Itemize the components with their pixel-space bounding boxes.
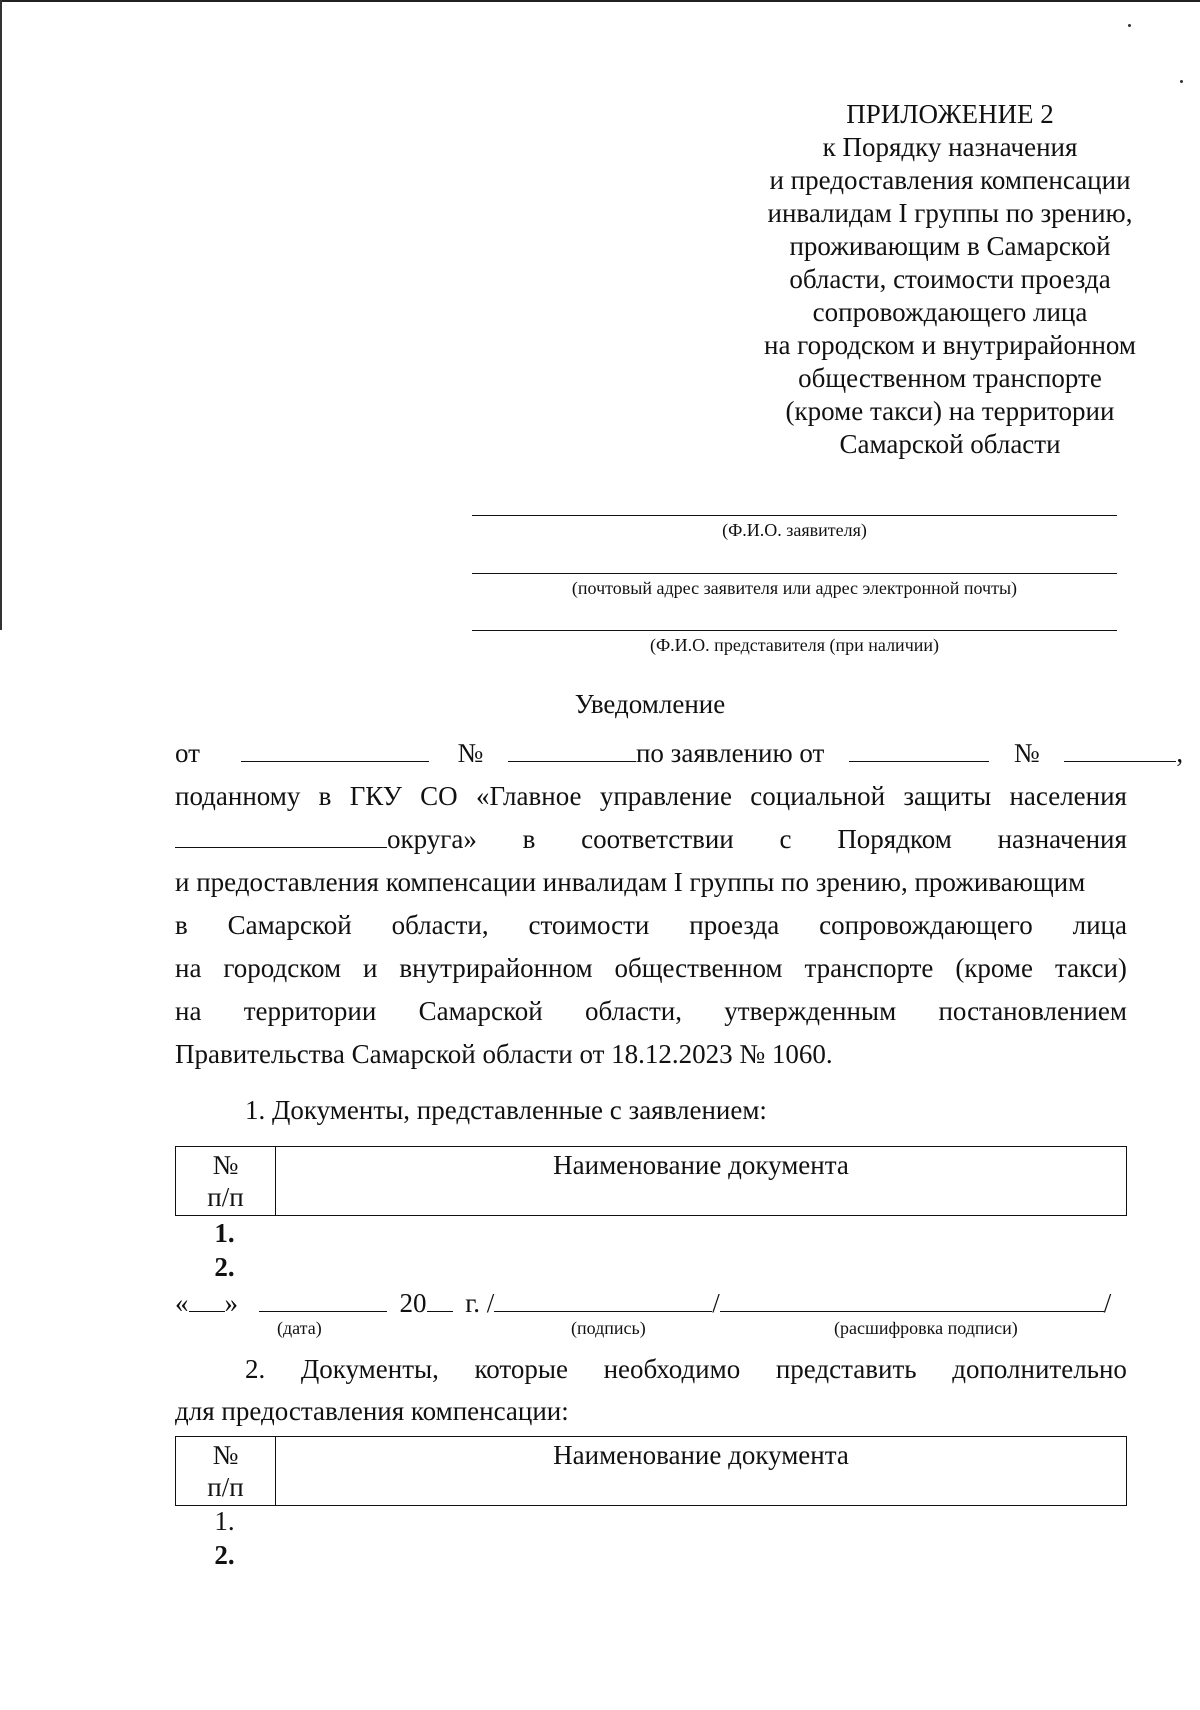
day-field[interactable] (189, 1287, 225, 1312)
signature-field[interactable] (494, 1287, 712, 1312)
column-document-name-header: Наименование документа (276, 1147, 1127, 1216)
notice-line-6 (175, 951, 1127, 985)
word: стоимости (528, 910, 650, 940)
representative-name-field[interactable] (472, 630, 1117, 631)
table-row-number: 2. (214, 1252, 235, 1282)
table-row-number: 1. (214, 1506, 235, 1536)
applicant-address-label: (почтовый адрес заявителя или адрес электронной почты) (571, 578, 1018, 598)
section-2-heading-line-1 (245, 1352, 1127, 1386)
word: постановлением (938, 996, 1127, 1026)
applicant-name-field[interactable] (472, 515, 1117, 516)
notice-line-7 (175, 994, 1127, 1028)
word: области, (391, 910, 489, 940)
appendix-line: общественном транспорте (798, 363, 1102, 393)
application-number-field[interactable] (1064, 737, 1176, 762)
word: на (175, 996, 202, 1026)
year-prefix: 20 (399, 1288, 427, 1318)
word: в (318, 781, 332, 811)
table-row-number: 1. (214, 1218, 235, 1248)
appendix-line: Самарской области (839, 429, 1061, 459)
column-number-header: № п/п (176, 1437, 276, 1506)
word: сопровождающего (819, 910, 1033, 940)
word: поданному (175, 781, 301, 811)
appendix-line: и предоставления компенсации (769, 165, 1131, 195)
comma: , (1176, 738, 1184, 768)
notice-date-field[interactable] (241, 737, 429, 762)
notice-line-4: и предоставления компенсации инвалидам I группы по зрению, проживающим (175, 867, 1086, 897)
appendix-line: ПРИЛОЖЕНИЕ 2 (846, 99, 1054, 129)
word: внутрирайонном (399, 953, 593, 983)
slash: / (1103, 1288, 1112, 1318)
word: соответствии (581, 824, 734, 854)
signature-caption: (подпись) (571, 1318, 646, 1338)
slash: / (712, 1288, 720, 1318)
scan-speck (1128, 24, 1131, 27)
district-field[interactable] (175, 823, 387, 848)
word: области, (584, 996, 682, 1026)
scan-speck (1180, 80, 1183, 83)
word: общественном (614, 953, 783, 983)
section-2-heading-line-2: для предоставления компенсации: (175, 1396, 569, 1426)
application-date-field[interactable] (849, 737, 989, 762)
column-number-header: № п/п (176, 1147, 276, 1216)
notice-line-5 (175, 908, 1127, 942)
notice-number-field[interactable] (508, 737, 636, 762)
appendix-line: к Порядку назначения (822, 132, 1078, 162)
section-1-heading: 1. Документы, представленные с заявлением: (245, 1095, 767, 1125)
open-quote: « (175, 1288, 189, 1318)
appendix-line: инвалидам I группы по зрению, (767, 198, 1133, 228)
scan-border-left (0, 0, 2, 630)
word: такси) (1054, 953, 1127, 983)
word: транспорте (804, 953, 934, 983)
word: которые (474, 1354, 568, 1384)
number-sign-2: № (1013, 738, 1040, 768)
appendix-line: (кроме такси) на территории (785, 396, 1115, 426)
word: округа» (387, 824, 477, 854)
year-suffix: г. / (465, 1288, 495, 1318)
word: СО (420, 781, 458, 811)
notice-line-1 (175, 736, 1184, 770)
word: с (779, 824, 792, 854)
word: в (175, 910, 188, 940)
notice-line-8: Правительства Самарской области от 18.12.2023 № 1060. (175, 1039, 833, 1069)
number-sign: № (457, 738, 484, 768)
word: представить (775, 1354, 917, 1384)
applicant-name-label: (Ф.И.О. заявителя) (722, 520, 867, 540)
word: Самарской (227, 910, 352, 940)
notice-line-2 (175, 779, 1127, 813)
word: управление (599, 781, 732, 811)
column-document-name-header: Наименование документа (276, 1437, 1127, 1506)
applicant-address-field[interactable] (472, 573, 1117, 574)
word: на (175, 953, 202, 983)
appendix-line: на городском и внутрирайонном (764, 330, 1136, 360)
date-caption: (дата) (277, 1318, 322, 1338)
section-1-table (175, 1146, 1127, 1216)
word: (кроме (955, 953, 1033, 983)
notice-title: Уведомление (574, 689, 726, 719)
appendix-line: области, стоимости проезда (789, 264, 1111, 294)
appendix-line: проживающим в Самарской (789, 231, 1111, 261)
word: ГКУ (349, 781, 402, 811)
word: городском (223, 953, 342, 983)
word: необходимо (603, 1354, 741, 1384)
signature-decoding-caption: (расшифровка подписи) (834, 1318, 1018, 1338)
scan-border-top (0, 0, 1200, 2)
month-field[interactable] (259, 1287, 387, 1312)
signature-decoding-field[interactable] (720, 1287, 1104, 1312)
word: дополнительно (952, 1354, 1127, 1384)
word: защиты (903, 781, 992, 811)
appendix-line: сопровождающего лица (812, 297, 1088, 327)
word: Документы, (300, 1354, 439, 1384)
section-2-table (175, 1436, 1127, 1506)
word: проезда (689, 910, 780, 940)
word: и (362, 953, 378, 983)
word: лица (1072, 910, 1127, 940)
table-row-number: 2. (214, 1540, 235, 1570)
representative-name-label: (Ф.И.О. представителя (при наличии) (649, 635, 940, 655)
word: Порядком (837, 824, 952, 854)
word: территории (243, 996, 377, 1026)
word: 2. (245, 1354, 266, 1384)
notice-line-3 (175, 822, 1127, 856)
word: населения (1009, 781, 1127, 811)
word: Самарской (418, 996, 543, 1026)
word: «Главное (475, 781, 582, 811)
appendix-header (690, 98, 1200, 461)
year-field[interactable] (427, 1287, 453, 1312)
word: социальной (750, 781, 886, 811)
word: в (522, 824, 536, 854)
signature-line (175, 1286, 1127, 1320)
word: назначения (997, 824, 1127, 854)
by-application-from: по заявлению от (635, 738, 825, 768)
from-word: от (175, 738, 200, 768)
close-quote: » (224, 1288, 238, 1318)
word: утвержденным (724, 996, 897, 1026)
